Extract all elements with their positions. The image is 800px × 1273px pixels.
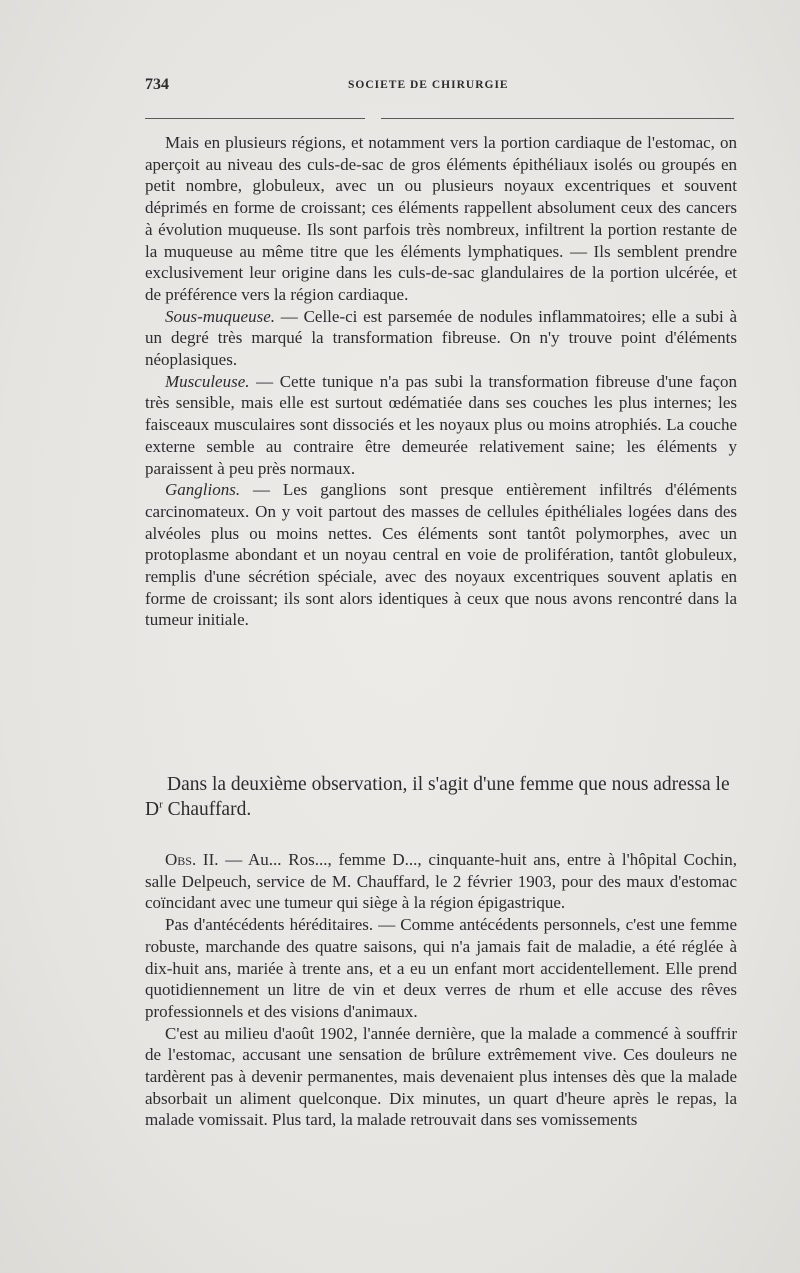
paragraph-obs-ii — [145, 849, 737, 914]
obs-label: Obs. II. — [165, 850, 219, 869]
submucosa-text: — Celle-ci est parsemée de nodules inflammatoires; elle a subi à un degré très marqué la transformation fibreuse. On n'y trouve point d'éléments néoplasiques. — [145, 306, 737, 370]
paragraph-mucosa: Mais en plusieurs régions, et notamment vers la portion cardiaque de l'estomac, on aperçoit au niveau des culs-de-sac de gros éléments épithéliaux isolés ou groupés en petit nombre, globuleux, avec un ou plusieurs noyaux excentriques et souvent déprimés en forme de croissant; ces éléments rappellent absolument ceux des cancers à évolution muqueuse. Ils sont parfois très nombreux, infiltrent la portion restante de la muqueuse au même titre que les éléments lymphatiques. — Ils semblent prendre exclusivement leur origine dans les culs-de-sac glandulaires de la portion ulcérée, et de préférence vers la région cardiaque. — [145, 133, 737, 304]
page-number: 734 — [145, 76, 169, 93]
intro-text-end: Chauffard. — [162, 799, 252, 820]
paragraph-muscularis — [145, 371, 737, 480]
running-head: SOCIETE DE CHIRURGIE — [348, 79, 509, 91]
pathology-section — [145, 132, 737, 631]
header-rule-left — [145, 118, 365, 119]
observation-intro — [145, 772, 745, 822]
obs-text: — Au... Ros..., femme D..., cinquante-huit ans, entre à l'hôpital Cochin, salle Delpeuch, service de M. Chauffard, le 2 février 1903, pour des maux d'estomac coïncidant avec une tumeur qui siège à la région épigastrique. — [145, 850, 738, 913]
intro-text: Dans la deuxième observation, il s'agit d'une femme que nous adressa le D — [145, 774, 730, 820]
paragraph-ganglions — [145, 479, 737, 631]
paragraph-submucosa — [145, 306, 737, 371]
ganglions-text: — Les ganglions sont presque entièrement infiltrés d'éléments carcinomateux. On y voit partout des masses de cellules épithéliales logées dans des alvéoles plus ou moins nettes. Ces éléments sont tantôt polymorphes, avec un protoplasme abondant et un noyau central en voie de prolifération, tantôt globuleux, remplis d'une sécrétion spéciale, avec des noyaux excentriques souvent aplatis en forme de croissant; ils sont alors identiques à ceux que nous avons rencontré dans la tumeur initiale. — [145, 480, 737, 630]
header-rule-right — [381, 118, 734, 119]
ganglions-label: Ganglions. — [165, 480, 241, 500]
intro-superscript: r — [159, 798, 163, 811]
paragraph-antecedents: Pas d'antécédents héréditaires. — Comme antécédents personnels, c'est une femme robuste, marchande des quatre saisons, qui n'a jamais fait de maladie, a été réglée à dix-huit ans, mariée à trente ans, et a eu un enfant mort accidentellement. Elle prend quotidiennement un litre de vin et deux verres de rhum et elle accuse des rêves professionnels et des visions d'animaux. — [145, 915, 737, 1021]
observation-section — [145, 849, 737, 1131]
page-header — [145, 76, 735, 100]
paragraph-history: C'est au milieu d'août 1902, l'année dernière, que la malade a commencé à souffrir de l'estomac, accusant une sensation de brûlure extrêmement vive. Ces douleurs ne tardèrent pas à devenir permanentes, mais devenaient plus intenses dès que la malade absorbait un aliment quelconque. Dix minutes, un quart d'heure après le repas, la malade vomissait. Plus tard, la malade retrouvait dans ses vomissements — [145, 1023, 737, 1130]
muscularis-text: — Cette tunique n'a pas subi la transformation fibreuse d'une façon très sensible, mais elle est surtout œdématiée dans ses couches les plus internes; les faisceaux musculaires sont dissociés et les noyaux plus ou moins atrophiés. La couche externe semble au contraire être demeurée relativement saine; les éléments y paraissent à peu près normaux. — [145, 371, 737, 478]
submucosa-label: Sous-muqueuse. — [165, 306, 276, 326]
muscularis-label: Musculeuse. — [165, 371, 250, 391]
